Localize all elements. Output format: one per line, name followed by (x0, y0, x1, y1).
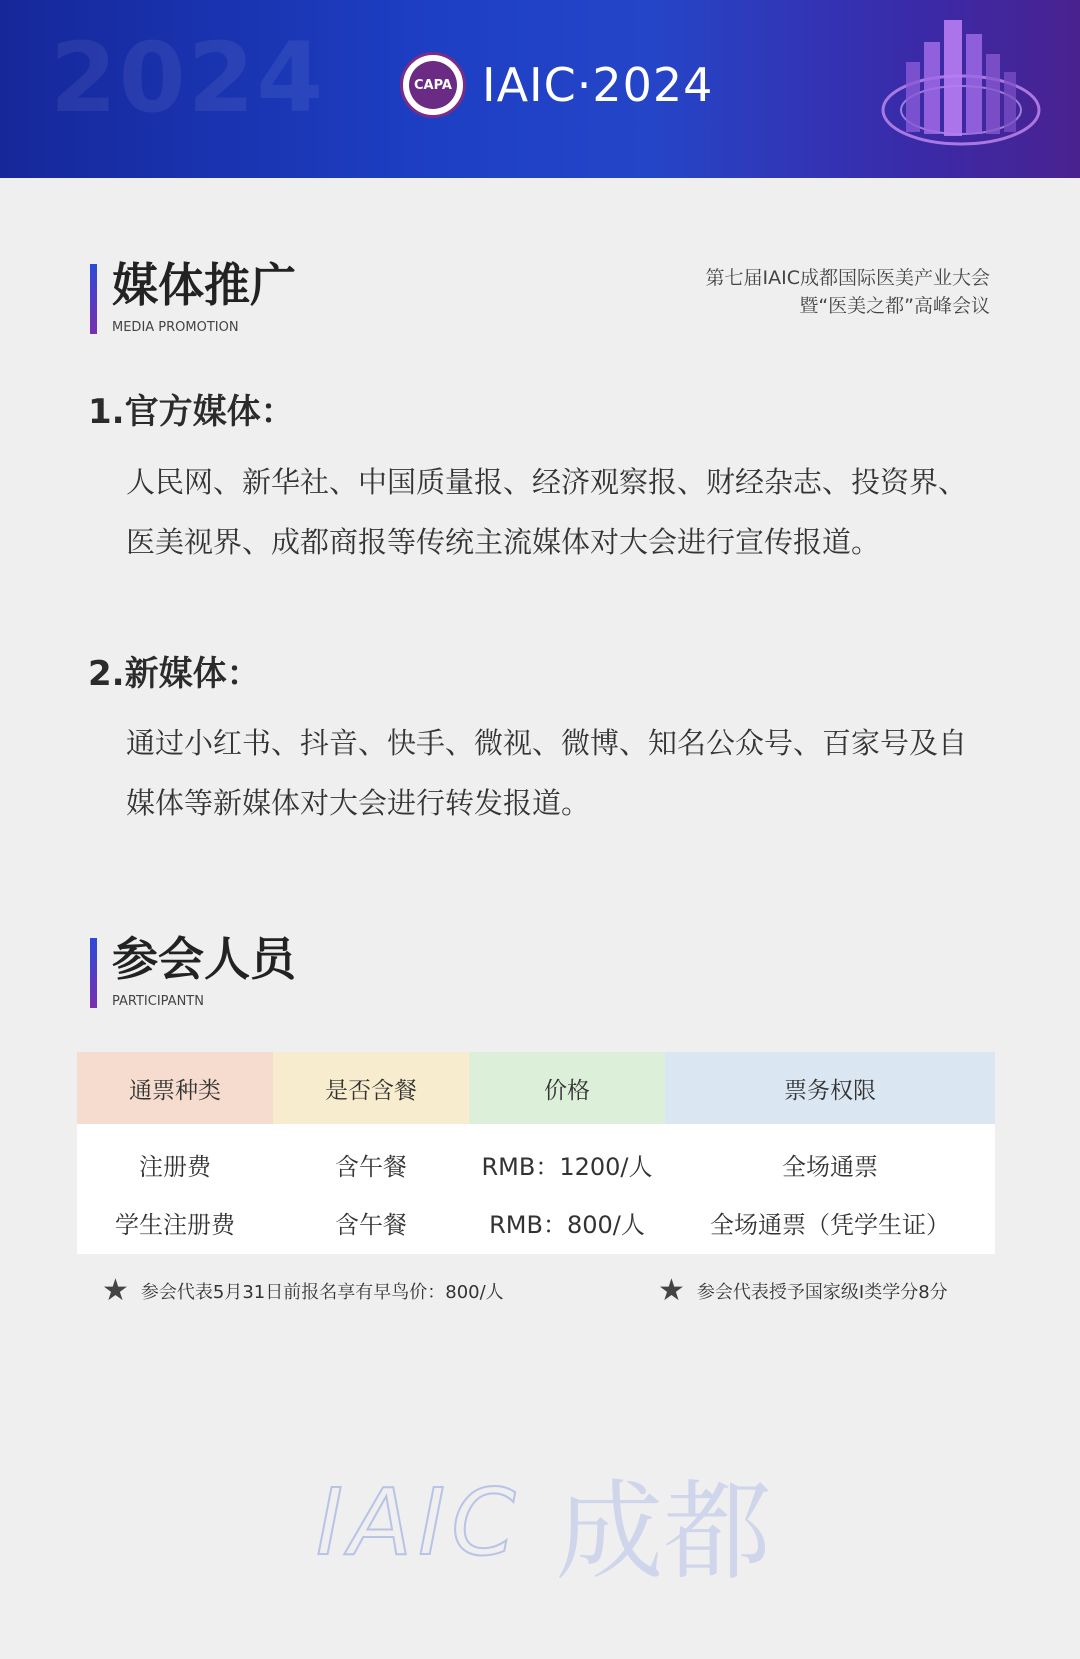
table-header-ticket-type: 通票种类 (77, 1052, 273, 1124)
participants-section-subtitle: PARTICIPANTN (112, 994, 204, 1009)
early-bird-note (102, 1273, 504, 1308)
star-icon: ★ (658, 1273, 685, 1308)
credit-note (658, 1273, 948, 1308)
table-row-2-price: RMB：800/人 (489, 1210, 645, 1239)
capa-logo (400, 52, 466, 118)
footer-watermark-cjk: 成都 (555, 1470, 772, 1595)
new-media-body (126, 713, 1006, 833)
table-row-1-meal: 含午餐 (335, 1152, 407, 1181)
conference-name (706, 264, 990, 320)
conference-name-line1: 第七届IAIC成都国际医美产业大会 (705, 267, 990, 289)
table-header-access: 票务权限 (665, 1052, 995, 1124)
media-section-subtitle: MEDIA PROMOTION (112, 320, 239, 335)
official-media-line2: 医美视界、成都商报等传统主流媒体对大会进行宣传报道。 (126, 525, 881, 559)
banner-background-year: 2024 (50, 22, 326, 134)
table-row-1-price: RMB：1200/人 (481, 1152, 653, 1181)
table-header-price: 价格 (469, 1052, 665, 1124)
table-row-2-meal: 含午餐 (335, 1210, 407, 1239)
section-accent-bar (90, 264, 97, 334)
header-banner (0, 0, 1080, 178)
ticket-table (77, 1052, 995, 1254)
early-bird-note-text: 参会代表5月31日前报名享有早鸟价：800/人 (140, 1282, 504, 1303)
table-row-2-type: 学生注册费 (115, 1210, 235, 1239)
official-media-line1: 人民网、新华社、中国质量报、经济观察报、财经杂志、投资界、 (126, 465, 968, 499)
new-media-heading: 2.新媒体： (88, 654, 261, 694)
footer-watermark-logo (316, 1445, 771, 1600)
capa-logo-text: CAPA (409, 61, 457, 109)
new-media-line2: 媒体等新媒体对大会进行转发报道。 (126, 786, 591, 820)
city-buildings-icon (876, 12, 1046, 162)
new-media-line1: 通过小红书、抖音、快手、微视、微博、知名公众号、百家号及自 (126, 726, 968, 760)
credit-note-text: 参会代表授予国家级Ⅰ类学分8分 (696, 1282, 948, 1303)
official-media-heading: 1.官方媒体： (88, 392, 295, 432)
media-section-title: 媒体推广 (112, 258, 296, 312)
table-row-1-access: 全场通票 (782, 1152, 878, 1181)
conference-name-line2: 暨“医美之都”高峰会议 (799, 295, 990, 317)
table-header-meal: 是否含餐 (273, 1052, 469, 1124)
star-icon: ★ (102, 1273, 129, 1308)
table-row-1-type: 注册费 (139, 1152, 211, 1181)
table-row-2-access: 全场通票（凭学生证） (710, 1210, 950, 1239)
footer-watermark-latin: IAIC (316, 1469, 522, 1576)
brand-title: IAIC·2024 (482, 58, 714, 112)
official-media-body (126, 452, 1006, 572)
section-accent-bar (90, 938, 97, 1008)
participants-section-title: 参会人员 (112, 932, 296, 986)
